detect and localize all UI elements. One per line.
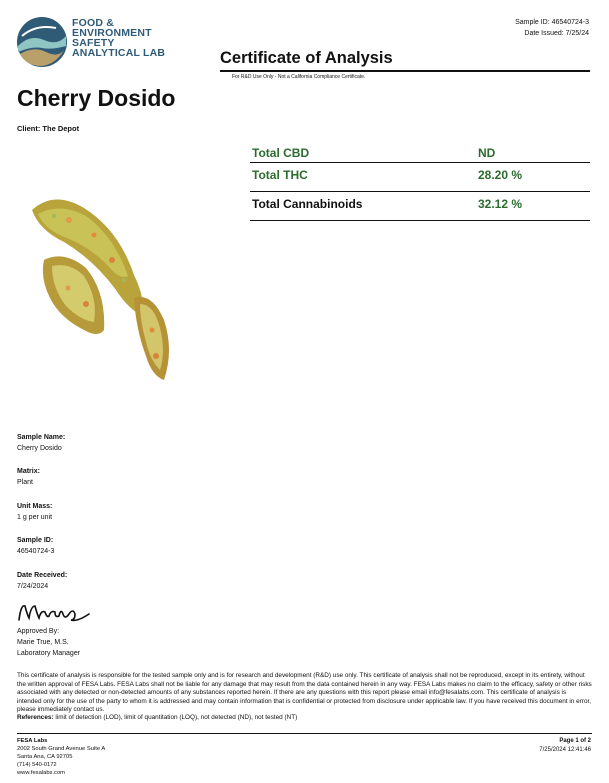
summary-value: ND [478, 146, 496, 160]
summary-row-total-thc [250, 163, 590, 192]
footer-phone: (714) 540-0172 [17, 762, 57, 768]
approved-by-label: Approved By: [17, 628, 60, 635]
field-value: Cherry Dosido [17, 445, 62, 452]
field-label: Sample ID: [17, 537, 54, 544]
field-value: 7/24/2024 [17, 583, 49, 590]
approver-name: Marie True, M.S. [17, 639, 69, 646]
footer-website: www.fesalabs.com [17, 770, 66, 776]
summary-label: Total Cannabinoids [252, 197, 363, 211]
footer-divider [17, 733, 592, 734]
sample-id-header: Sample ID: 46540724-3 [515, 19, 589, 26]
summary-label: Total CBD [252, 146, 310, 160]
signature-image [17, 598, 92, 626]
field-unit-mass [17, 501, 52, 523]
summary-value: 28.20 % [478, 168, 523, 182]
field-label: Sample Name: [17, 434, 66, 441]
page-title: Certificate of Analysis [220, 49, 393, 67]
footer-address-line1: 2002 South Grand Avenue Suite A [17, 746, 106, 752]
approval-block [17, 626, 80, 659]
header-divider [220, 70, 590, 72]
field-matrix [17, 466, 40, 488]
footer-lab-name: FESA Labs [17, 738, 48, 744]
summary-value: 32.12 % [478, 197, 523, 211]
legal-disclaimer: This certificate of analysis is responsible for the tested sample only and is for research and development (R&D) use only. This certificate of analysis shall not be reproduced, except in its entirety, without the written approval of FESA Labs. FESA Labs shall not be liable for any damage that may result from the data contained herein in any way. FESA Labs makes no claim to the efficacy, safety or other risks associated with any detected or non-detected amounts of any substances reported herein. If there are any questions with this report please email info@fesalabs.com. This certificate of analysis is intended only for the use of the party to whom it is addressed and may contain information that is confidential or protected from disclosure under applicable law. If you have received this document in error, please immediately contact us. [17, 672, 592, 714]
field-label: Unit Mass: [17, 503, 53, 510]
summary-row-total-cbd [250, 143, 590, 163]
product-photo [24, 180, 184, 390]
lab-logo-icon [16, 16, 68, 68]
compliance-notice: For R&D Use Only - Not a California Compliance Certificate. [232, 74, 366, 80]
summary-row-total-cannabinoids [250, 192, 590, 221]
references [17, 714, 297, 721]
field-value: 1 g per unit [17, 514, 53, 521]
lab-wordmark: FOOD & ENVIRONMENT SAFETY ANALYTICAL LAB [72, 17, 166, 59]
approver-role: Laboratory Manager [17, 650, 81, 657]
field-value: 46540724-3 [17, 548, 55, 555]
footer-address-line2: Santa Ana, CA 92705 [17, 754, 73, 760]
page-number: Page 1 of 2 [559, 738, 591, 744]
references-label: References: [17, 714, 54, 721]
footer-address [17, 737, 105, 777]
field-value: Plant [17, 479, 33, 486]
references-text: limit of detection (LOD), limit of quantitation (LOQ), not detected (ND), not tested (NT) [55, 714, 298, 721]
print-timestamp: 7/25/2024 12:41:46 [539, 747, 591, 753]
cannabinoid-summary [250, 143, 590, 221]
field-sample-id [17, 535, 54, 557]
client-name: Client: The Depot [17, 124, 80, 133]
field-date-received [17, 570, 67, 592]
field-label: Date Received: [17, 572, 68, 579]
field-label: Matrix: [17, 468, 40, 475]
header-meta [515, 17, 589, 39]
footer-page-info [539, 737, 591, 755]
product-name: Cherry Dosido [17, 85, 176, 111]
date-issued: Date Issued: 7/25/24 [524, 30, 589, 37]
summary-label: Total THC [252, 168, 308, 182]
field-sample-name [17, 432, 65, 454]
